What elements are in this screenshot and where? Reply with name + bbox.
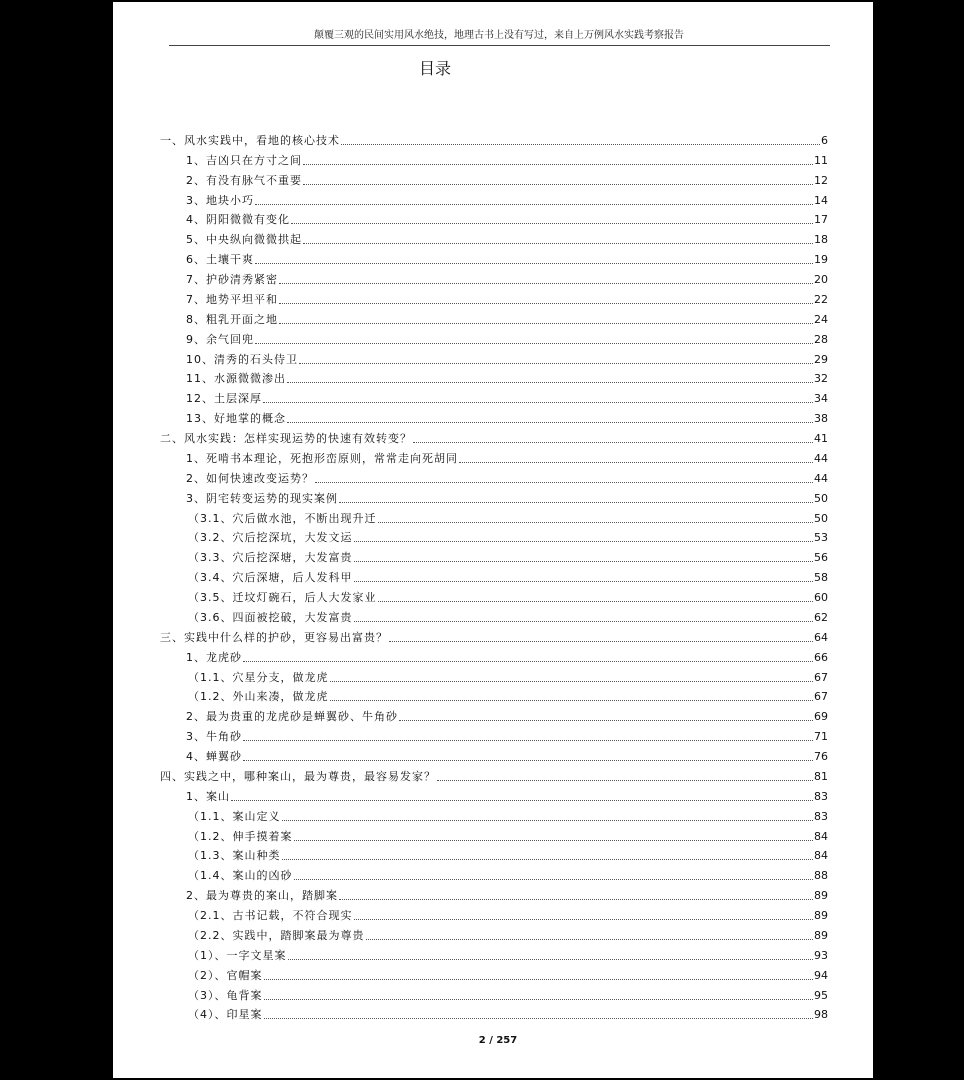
toc-entry-page-number: 20 (814, 273, 828, 286)
dot-leader (299, 363, 813, 364)
toc-entry-page-number: 28 (814, 332, 828, 346)
dot-leader (330, 700, 814, 701)
toc-entry-page-number: 89 (814, 928, 828, 942)
toc-entry[interactable] (160, 347, 828, 367)
toc-entry-title: （1.4、案山的凶砂 (188, 869, 293, 883)
dot-leader (378, 601, 814, 602)
dot-leader (399, 720, 813, 721)
dot-leader (294, 879, 814, 880)
toc-entry-page-number: 24 (814, 312, 828, 326)
toc-entry[interactable] (160, 227, 828, 247)
dot-leader (303, 184, 813, 185)
toc-entry-title: （2）、官帽案 (188, 968, 263, 982)
dot-leader (255, 204, 813, 205)
dot-leader (315, 482, 813, 483)
toc-entry[interactable] (160, 208, 828, 228)
toc-title: 目录 (418, 59, 451, 78)
toc-entry-title: 12、土层深厚 (186, 392, 262, 406)
toc-entry-title: （1.2、外山来凑，做龙虎 (188, 690, 329, 704)
toc-entry-page-number: 32 (814, 372, 828, 386)
toc-entry-page-number: 69 (814, 710, 828, 724)
toc-entry[interactable] (160, 426, 828, 446)
toc-entry-page-number: 6 (821, 133, 828, 147)
toc-entry[interactable] (160, 307, 828, 327)
toc-entry-title: 9、余气回兜 (186, 332, 254, 346)
toc-entry-page-number: 89 (814, 909, 828, 922)
dot-leader (288, 959, 814, 960)
dot-leader (243, 740, 813, 741)
toc-entry-title: （2.1、古书记载，不符合现实 (188, 909, 353, 922)
dot-leader (303, 164, 813, 165)
toc-entry-page-number: 14 (814, 193, 828, 207)
toc-entry-page-number: 38 (814, 412, 828, 426)
toc-entry[interactable] (160, 128, 828, 148)
toc-entry[interactable] (160, 764, 828, 784)
dot-leader (264, 999, 814, 1000)
toc-entry-title: （3.2、穴后挖深坑，大发文运 (188, 531, 353, 545)
toc-entry-page-number: 29 (814, 352, 828, 366)
toc-entry[interactable] (160, 565, 828, 585)
dot-leader (279, 303, 813, 304)
toc-entry-title: （3.3、穴后挖深塘，大发富贵 (188, 551, 353, 565)
toc-entry-title: （3.6、四面被挖破，大发富贵 (188, 610, 353, 624)
toc-entry-title: （4）、印星案 (188, 1008, 263, 1022)
toc-entry-title: （1.3、案山种类 (188, 849, 281, 863)
toc-entry-page-number: 44 (814, 471, 828, 485)
toc-entry-page-number: 67 (814, 670, 828, 684)
toc-entry-title: 7、地势平坦平和 (186, 292, 278, 306)
toc-entry-page-number: 98 (814, 1008, 828, 1022)
toc-entry[interactable] (160, 386, 828, 406)
dot-leader (459, 462, 813, 463)
toc-entry[interactable] (160, 665, 828, 685)
toc-entry[interactable] (160, 943, 828, 963)
toc-entry[interactable] (160, 267, 828, 287)
toc-entry-page-number: 95 (814, 988, 828, 1002)
toc-entry-page-number: 93 (814, 948, 828, 962)
dot-leader (294, 840, 814, 841)
toc-entry[interactable] (160, 148, 828, 168)
dot-leader (354, 919, 814, 920)
toc-entry[interactable] (160, 406, 828, 426)
toc-entry-title: 1、吉凶只在方寸之间 (186, 153, 302, 167)
dot-leader (255, 263, 813, 264)
toc-entry[interactable] (160, 704, 828, 724)
toc-entry[interactable] (160, 327, 828, 347)
toc-entry-title: （1.2、伸手摸着案 (188, 829, 293, 843)
toc-entry[interactable] (160, 804, 828, 824)
toc-entry[interactable] (160, 585, 828, 605)
toc-entry[interactable] (160, 446, 828, 466)
toc-entry-page-number: 58 (814, 571, 828, 585)
dot-leader (437, 780, 813, 781)
toc-entry[interactable] (160, 645, 828, 665)
toc-entry-page-number: 81 (814, 769, 828, 783)
toc-entry-page-number: 12 (814, 173, 828, 187)
toc-entry[interactable] (160, 605, 828, 625)
dot-leader (263, 402, 813, 403)
toc-entry-title: 6、土壤干爽 (186, 253, 254, 267)
toc-entry-title: （3.4、穴后深塘，后人发科甲 (188, 571, 353, 585)
toc-entry-title: 四、实践之中，哪种案山，最为尊贵，最容易发家？ (160, 769, 436, 783)
toc-entry-title: 5、中央纵向微微拱起 (186, 233, 302, 247)
dot-leader (354, 621, 814, 622)
toc-entry[interactable] (160, 903, 828, 923)
dot-leader (291, 223, 813, 224)
toc-entry[interactable] (160, 824, 828, 844)
toc-entry-title: 3、地块小巧 (186, 193, 254, 207)
toc-entry-title: （1.1、穴星分支，做龙虎 (188, 670, 329, 684)
header-rule (169, 45, 830, 46)
toc-entry-title: 2、最为尊贵的案山，踏脚案 (186, 889, 338, 903)
toc-entry-page-number: 64 (814, 630, 828, 644)
toc-entry-page-number: 67 (814, 690, 828, 704)
toc-entry[interactable] (160, 863, 828, 883)
dot-leader (243, 661, 813, 662)
toc-entry-page-number: 89 (814, 889, 828, 903)
toc-entry[interactable] (160, 486, 828, 506)
toc-entry-title: （3.5、迁坟灯碗石，后人大发家业 (188, 591, 377, 604)
toc-entry-title: 13、好地掌的概念 (186, 412, 286, 426)
toc-entry-page-number: 22 (814, 292, 828, 306)
toc-entry-page-number: 94 (814, 968, 828, 982)
toc-entry-page-number: 41 (814, 432, 828, 445)
toc-entry-title: 4、阴阳微微有变化 (186, 213, 290, 227)
toc-entry[interactable] (160, 983, 828, 1003)
dot-leader (243, 760, 813, 761)
toc-entry[interactable] (160, 744, 828, 764)
toc-entry[interactable] (160, 367, 828, 387)
toc-entry-page-number: 56 (814, 551, 828, 565)
dot-leader (339, 899, 813, 900)
dot-leader (354, 541, 814, 542)
toc-entry[interactable] (160, 883, 828, 903)
toc-entry-title: 7、护砂清秀紧密 (186, 273, 278, 286)
table-of-contents (160, 128, 828, 1022)
toc-entry[interactable] (160, 545, 828, 565)
toc-entry[interactable] (160, 466, 828, 486)
toc-entry-title: 2、如何快速改变运势？ (186, 471, 314, 485)
toc-entry-title: （3.1、穴后做水池，不断出现升迁 (188, 511, 377, 525)
dot-leader (354, 561, 814, 562)
toc-entry[interactable] (160, 506, 828, 526)
toc-entry-page-number: 62 (814, 610, 828, 624)
toc-entry-title: 1、案山 (186, 789, 230, 803)
toc-entry-page-number: 53 (814, 531, 828, 545)
toc-entry-page-number: 18 (814, 233, 828, 247)
toc-entry-page-number: 19 (814, 253, 828, 267)
toc-entry[interactable] (160, 625, 828, 645)
dot-leader (389, 641, 813, 642)
dot-leader (341, 144, 820, 145)
dot-leader (354, 581, 814, 582)
toc-entry-title: 10、清秀的石头侍卫 (186, 352, 298, 366)
toc-entry-title: （1）、一字文星案 (188, 948, 287, 962)
toc-entry-title: （3）、龟背案 (188, 988, 263, 1002)
dot-leader (287, 382, 813, 383)
page-number-footer: 2 / 257 (478, 1035, 518, 1046)
dot-leader (366, 939, 814, 940)
toc-entry[interactable] (160, 526, 828, 546)
toc-entry-page-number: 76 (814, 750, 828, 763)
toc-entry-page-number: 50 (814, 491, 828, 505)
toc-entry[interactable] (160, 963, 828, 983)
toc-entry[interactable] (160, 1003, 828, 1023)
dot-leader (279, 323, 813, 324)
toc-entry-page-number: 71 (814, 730, 828, 744)
toc-entry-title: 3、阴宅转变运势的现实案例 (186, 491, 338, 505)
dot-leader (264, 1018, 814, 1019)
toc-entry-title: 4、蝉翼砂 (186, 750, 242, 763)
toc-entry-page-number: 50 (814, 511, 828, 525)
toc-entry-title: 一、风水实践中，看地的核心技术 (160, 133, 340, 147)
running-header: 颠覆三观的民间实用风水绝技，地理古书上没有写过，来自上万例风水实践考察报告 (314, 30, 684, 41)
toc-entry-title: 11、水源微微渗出 (186, 372, 286, 386)
toc-entry-title: 8、粗乳开面之地 (186, 312, 278, 326)
dot-leader (287, 422, 813, 423)
dot-leader (378, 522, 814, 523)
toc-entry[interactable] (160, 287, 828, 307)
toc-entry-title: （2.2、实践中，踏脚案最为尊贵 (188, 928, 365, 942)
toc-entry[interactable] (160, 724, 828, 744)
toc-entry-title: 2、有没有脉气不重要 (186, 173, 302, 187)
toc-entry-page-number: 84 (814, 849, 828, 863)
toc-entry[interactable] (160, 168, 828, 188)
dot-leader (279, 283, 813, 284)
toc-entry-title: 1、死啃书本理论，死抱形峦原则，常常走向死胡同 (186, 451, 458, 465)
toc-entry-page-number: 44 (814, 451, 828, 465)
dot-leader (282, 859, 814, 860)
dot-leader (339, 502, 813, 503)
toc-entry-title: 2、最为贵重的龙虎砂是蝉翼砂、牛角砂 (186, 710, 398, 724)
toc-entry-page-number: 66 (814, 650, 828, 664)
toc-entry-page-number: 60 (814, 591, 828, 604)
toc-entry-page-number: 34 (814, 392, 828, 406)
dot-leader (255, 343, 813, 344)
toc-entry-page-number: 88 (814, 869, 828, 883)
toc-entry-title: 三、实践中什么样的护砂，更容易出富贵？ (160, 630, 388, 644)
dot-leader (282, 820, 814, 821)
toc-entry[interactable] (160, 784, 828, 804)
dot-leader (231, 800, 813, 801)
toc-entry-page-number: 11 (814, 153, 828, 167)
toc-entry-page-number: 83 (814, 789, 828, 803)
toc-entry[interactable] (160, 685, 828, 705)
dot-leader (413, 442, 813, 443)
toc-entry[interactable] (160, 844, 828, 864)
toc-entry-title: （1.1、案山定义 (188, 809, 281, 823)
dot-leader (303, 243, 813, 244)
toc-entry-title: 1、龙虎砂 (186, 650, 242, 664)
toc-entry[interactable] (160, 188, 828, 208)
toc-entry-page-number: 17 (814, 213, 828, 227)
dot-leader (330, 681, 814, 682)
dot-leader (264, 979, 814, 980)
toc-entry-page-number: 83 (814, 809, 828, 823)
toc-entry[interactable] (160, 923, 828, 943)
toc-entry-title: 二、风水实践：怎样实现运势的快速有效转变？ (160, 432, 412, 445)
toc-entry[interactable] (160, 247, 828, 267)
toc-entry-title: 3、牛角砂 (186, 730, 242, 744)
toc-entry-page-number: 84 (814, 829, 828, 843)
